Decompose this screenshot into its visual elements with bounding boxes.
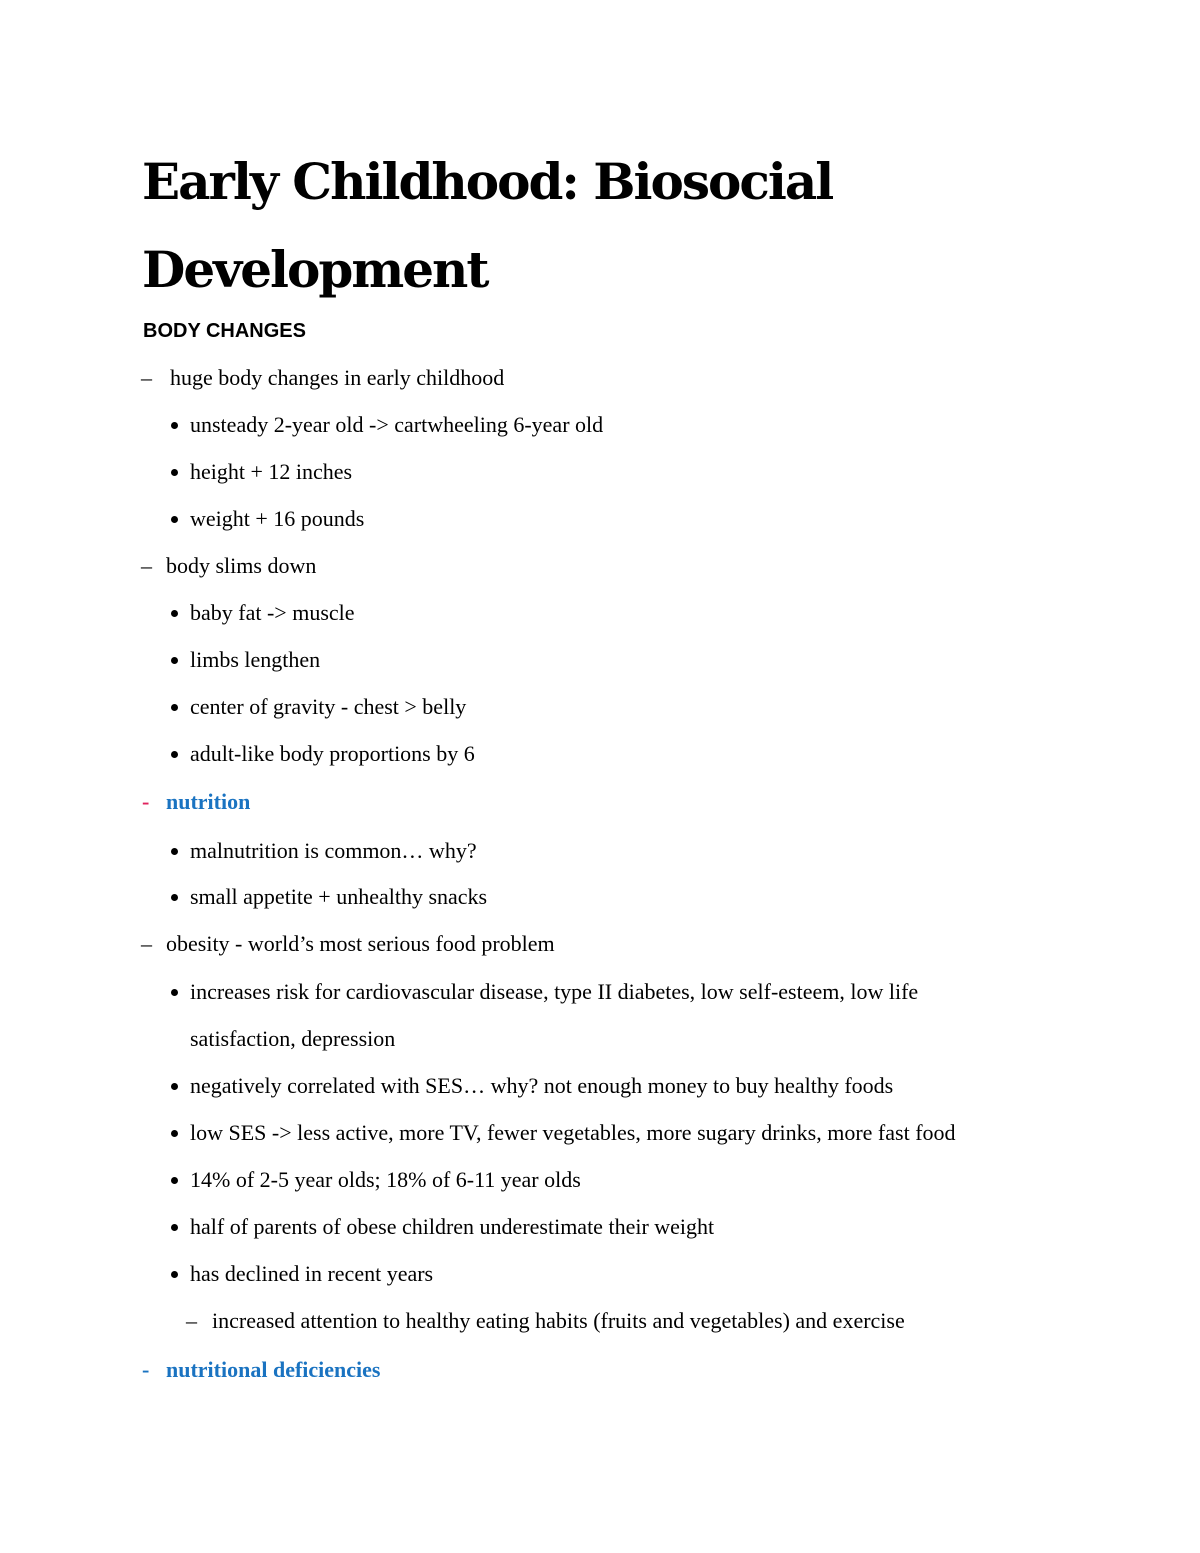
list-item-text: unsteady 2-year old -> cartwheeling 6-year old — [190, 412, 604, 437]
list-item-text: malnutrition is common… why? — [190, 838, 477, 863]
bullet-icon — [171, 1177, 178, 1184]
bullet-icon — [171, 751, 178, 758]
bullet-icon — [171, 989, 178, 996]
list-item-heading-nutrition — [0, 785, 1200, 819]
subsection-heading: nutrition — [166, 789, 251, 814]
list-item-text: small appetite + unhealthy snacks — [190, 884, 488, 909]
bullet-icon — [171, 704, 178, 711]
list-item-text: 14% of 2-5 year olds; 18% of 6-11 year olds — [190, 1167, 581, 1192]
list-item-text: body slims down — [166, 553, 317, 578]
list-item-text: increased attention to healthy eating habits (fruits and vegetables) and exercise — [212, 1308, 905, 1333]
list-item — [0, 1304, 1200, 1338]
subsection-heading: nutritional deficiencies — [166, 1357, 381, 1382]
bullet-icon — [171, 894, 178, 901]
list-item — [0, 1210, 1200, 1244]
list-item-text: height + 12 inches — [190, 459, 353, 484]
list-item — [0, 927, 1200, 961]
list-item — [0, 455, 1200, 489]
dash-marker: - — [142, 789, 150, 814]
section-heading: BODY CHANGES — [143, 320, 306, 342]
dash-marker: - — [142, 1357, 150, 1382]
list-item — [0, 596, 1200, 630]
list-item-text: baby fat -> muscle — [190, 600, 355, 625]
list-item-heading-deficiencies — [0, 1353, 1200, 1387]
dash-marker: – — [141, 931, 152, 956]
list-item — [0, 690, 1200, 724]
list-item-continuation — [0, 1022, 1200, 1056]
list-item — [0, 1163, 1200, 1197]
list-item — [0, 975, 1200, 1009]
bullet-icon — [171, 516, 178, 523]
list-item-text: half of parents of obese children underestimate their weight — [190, 1214, 715, 1239]
bullet-icon — [171, 1083, 178, 1090]
bullet-icon — [171, 1224, 178, 1231]
list-item — [0, 361, 1200, 395]
list-item — [0, 549, 1200, 583]
bullet-icon — [171, 848, 178, 855]
bullet-icon — [171, 422, 178, 429]
list-item — [0, 1116, 1200, 1150]
list-item-text: increases risk for cardiovascular disease, type II diabetes, low self-esteem, low life — [190, 979, 919, 1004]
list-item-text: low SES -> less active, more TV, fewer vegetables, more sugary drinks, more fast food — [190, 1120, 956, 1145]
bullet-icon — [171, 610, 178, 617]
list-item — [0, 737, 1200, 771]
list-item-text: huge body changes in early childhood — [170, 365, 505, 390]
list-item — [0, 880, 1200, 914]
list-item-text: adult-like body proportions by 6 — [190, 741, 475, 766]
list-item — [0, 408, 1200, 442]
dash-marker: – — [141, 553, 152, 578]
list-item — [0, 502, 1200, 536]
bullet-icon — [171, 469, 178, 476]
list-item — [0, 834, 1200, 868]
list-item — [0, 1069, 1200, 1103]
list-item — [0, 1257, 1200, 1291]
list-item — [0, 643, 1200, 677]
bullet-icon — [171, 1271, 178, 1278]
list-item-text: negatively correlated with SES… why? not enough money to buy healthy foods — [190, 1073, 894, 1098]
list-item-text: weight + 16 pounds — [190, 506, 365, 531]
list-item-text: satisfaction, depression — [190, 1026, 396, 1051]
list-item-text: center of gravity - chest > belly — [190, 694, 467, 719]
bullet-icon — [171, 1130, 178, 1137]
dash-marker: – — [186, 1308, 197, 1333]
list-item-text: has declined in recent years — [190, 1261, 434, 1286]
list-item-text: limbs lengthen — [190, 647, 321, 672]
list-item-text: obesity - world’s most serious food problem — [166, 931, 555, 956]
dash-marker: – — [141, 365, 152, 390]
bullet-icon — [171, 657, 178, 664]
page-title: Early Childhood: Biosocial Development — [142, 152, 833, 299]
